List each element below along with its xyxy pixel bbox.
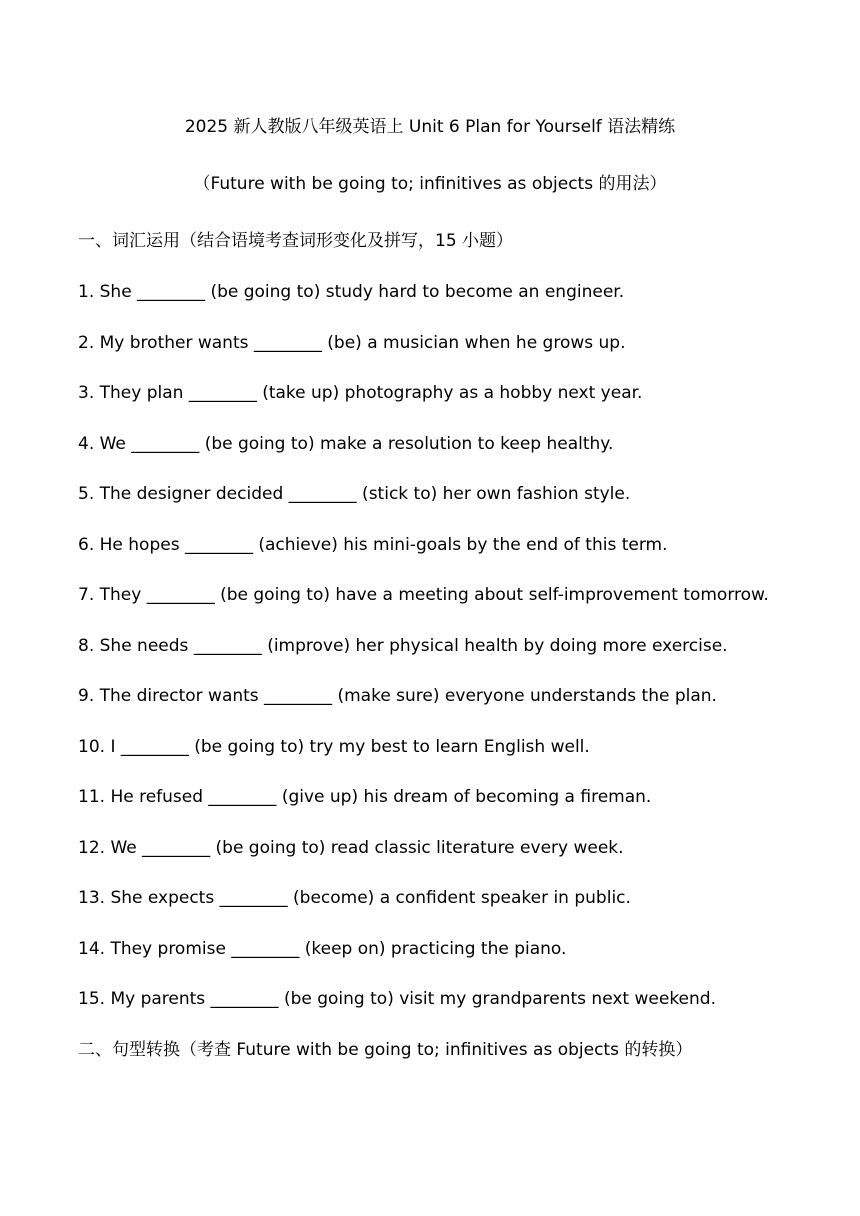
question-item: 12. We ________ (be going to) read classic literature every week. <box>78 837 624 858</box>
question-item: 13. She expects ________ (become) a confident speaker in public. <box>78 888 631 908</box>
question-item: 6. He hopes ________ (achieve) his mini-goals by the end of this term. <box>78 534 668 555</box>
section-heading-vocabulary: 一、词汇运用（结合语境考查词形变化及拼写，15 小题） <box>78 231 514 251</box>
question-item: 15. My parents ________ (be going to) visit my grandparents next weekend. <box>78 989 716 1009</box>
question-list <box>78 280 769 1038</box>
question-item: 5. The designer decided ________ (stick to) her own fashion style. <box>78 484 631 504</box>
question-item: 10. I ________ (be going to) try my best to learn English well. <box>78 736 590 757</box>
question-item: 8. She needs ________ (improve) her physical health by doing more exercise. <box>78 635 728 656</box>
document-title: 2025 新人教版八年级英语上 Unit 6 Plan for Yourself 语法精练 <box>184 117 676 137</box>
question-item: 7. They ________ (be going to) have a meeting about self-improvement tomorrow. <box>78 585 769 605</box>
question-item: 3. They plan ________ (take up) photography as a hobby next year. <box>78 383 643 403</box>
document-subtitle: （Future with be going to; infinitives as objects 的用法） <box>193 174 667 194</box>
question-item: 9. The director wants ________ (make sure) everyone understands the plan. <box>78 686 717 706</box>
question-item: 11. He refused ________ (give up) his dream of becoming a fireman. <box>78 787 652 807</box>
question-item: 4. We ________ (be going to) make a resolution to keep healthy. <box>78 433 614 454</box>
question-item: 14. They promise ________ (keep on) practicing the piano. <box>78 938 567 959</box>
section-heading-sentence-transformation: 二、句型转换（考查 Future with be going to; infinitives as objects 的转换） <box>78 1040 693 1060</box>
question-item: 1. She ________ (be going to) study hard to become an engineer. <box>78 282 625 302</box>
question-item: 2. My brother wants ________ (be) a musician when he grows up. <box>78 332 626 353</box>
